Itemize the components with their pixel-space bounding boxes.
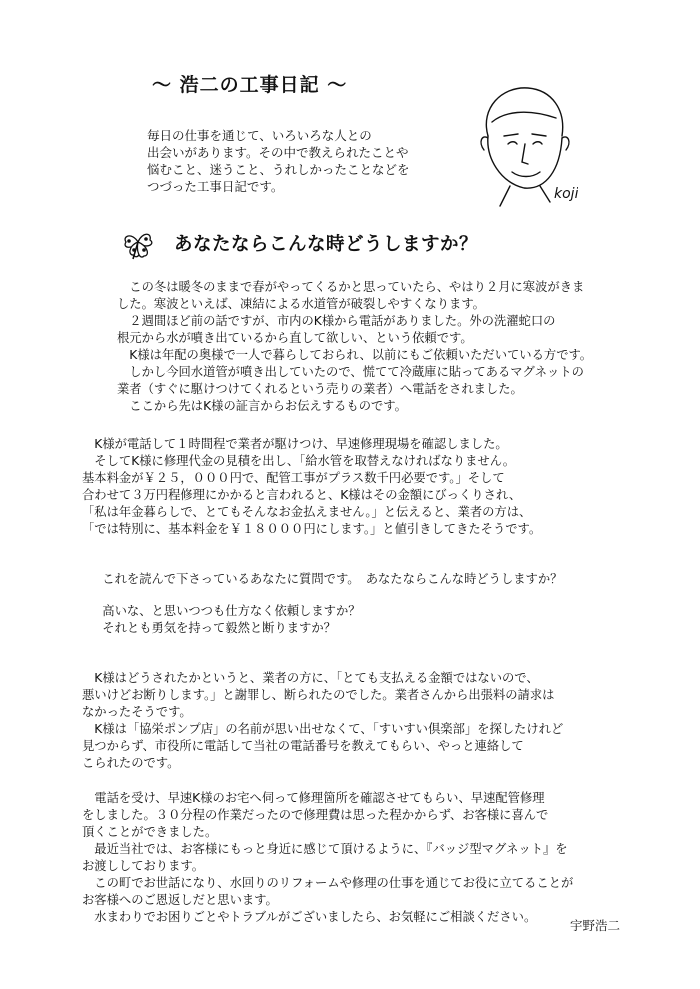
body-line: ここから先はK様の証言からお伝えするものです。	[117, 399, 407, 413]
body-line: をしました。３０分程の作業だったので修理費は思った程かからず、お客様に喜んで	[82, 808, 549, 822]
body-line: そしてK様に修理代金の見積を出し、「給水管を取替えなければなりません。	[82, 454, 516, 468]
body-line: 頂くことができました。	[82, 825, 218, 839]
body-line: 悪いけどお断りします。」と謝罪し、断られたのでした。業者さんから出張料の請求は	[82, 688, 555, 702]
body-line: しかし今回水道管が噴き出していたので、慌てて冷蔵庫に貼ってあるマグネットの	[117, 365, 584, 379]
intro-text	[147, 127, 410, 195]
body-line: 合わせて３万円程修理にかかると言われると、K様はその金額にびっくりされ、	[82, 488, 522, 502]
body-line: 水まわりでお困りごとやトラブルがございましたら、お気軽にご相談ください。	[82, 910, 537, 924]
author-signature: 宇野浩二	[569, 918, 620, 933]
body-line: 「私は年金暮らしで、とてもそんなお金払えません。」と伝えると、業者の方は、	[82, 505, 532, 519]
body-line: この町でお世話になり、水回りのリフォームや修理の仕事を通じてお役に立てることが	[82, 876, 574, 890]
body-line: K様は年配の奥様で一人で暮らしておられ、以前にもご依頼いただいている方です。	[117, 348, 593, 362]
body-line: 基本料金が￥２５，０００円で、配管工事がプラス数千円必要です。」そして	[82, 471, 505, 485]
portrait-sketch-icon	[466, 78, 578, 210]
body-line: 最近当社では、お客様にもっと身近に感じて頂けるように、『バッジ型マグネット』を	[82, 842, 568, 856]
body-line: K様は「協栄ポンプ店」の名前が思い出せなくて、「すいすい倶楽部」を探したけれど	[82, 722, 564, 736]
body-line: 「では特別に、基本料金を￥１８０００円にします。」と値引きしてきたそうです。	[82, 522, 542, 536]
clover-icon-wrapper	[118, 228, 160, 260]
body-line: 高いな、と思いつつも仕方なく依頼しますか？	[90, 604, 361, 618]
body-line: K様はどうされたかというと、業者の方に、「とても支払える金額ではないので、	[82, 671, 539, 685]
author-portrait	[466, 78, 578, 210]
body-line: この冬は暖冬のままで春がやってくるかと思っていたら、やはり２月に寒波がきま	[117, 280, 585, 294]
body-line: した。寒波といえば、凍結による水道管が破裂しやすくなります。	[117, 297, 485, 311]
intro-line: 悩むこと、迷うこと、うれしかったことなどを	[147, 162, 410, 177]
diary-title: ～ 浩二の工事日記 ～	[152, 74, 348, 96]
body-line: ２週間ほど前の話ですが、市内のK様から電話がありました。外の洗濯蛇口の	[117, 314, 556, 328]
body-line: 根元から水が噴き出ているから直して欲しい、という依頼です。	[117, 331, 473, 345]
section-heading: あなたならこんな時どうしますか？	[174, 234, 479, 255]
body-line: 業者（すぐに駆けつけてくれるという売りの業者）へ電話をされました。	[117, 382, 523, 396]
body-line: それとも勇気を持って毅然と断りますか？	[90, 621, 336, 635]
intro-line: 出会いがあります。その中で教えられたことや	[147, 145, 409, 160]
body-line: お客様へのご恩返しだと思います。	[82, 893, 278, 907]
body-line: 見つからず、市役所に電話して当社の電話番号を教えてもらい、やっと連絡して	[82, 739, 524, 753]
body-line: 電話を受け、早速K様のお宅へ伺って修理箇所を確認させてもらい、早速配管修理	[82, 791, 545, 805]
body-line: K様が電話して１時間程で業者が駆けつけ、早速修理現場を確認しました。	[82, 437, 508, 451]
intro-line: 毎日の仕事を通じて、いろいろな人との	[147, 128, 372, 143]
body-line: こられたのです。	[82, 756, 180, 770]
body-line: なかったそうです。	[82, 705, 192, 719]
portrait-signature: koji	[554, 186, 578, 202]
body-line: これを読んで下さっているあなたに質問です。 あなたならこんな時どうしますか？	[90, 572, 563, 586]
intro-line: つづった工事日記です。	[147, 179, 284, 194]
body-line: お渡ししております。	[82, 859, 204, 873]
clover-icon	[118, 228, 160, 260]
